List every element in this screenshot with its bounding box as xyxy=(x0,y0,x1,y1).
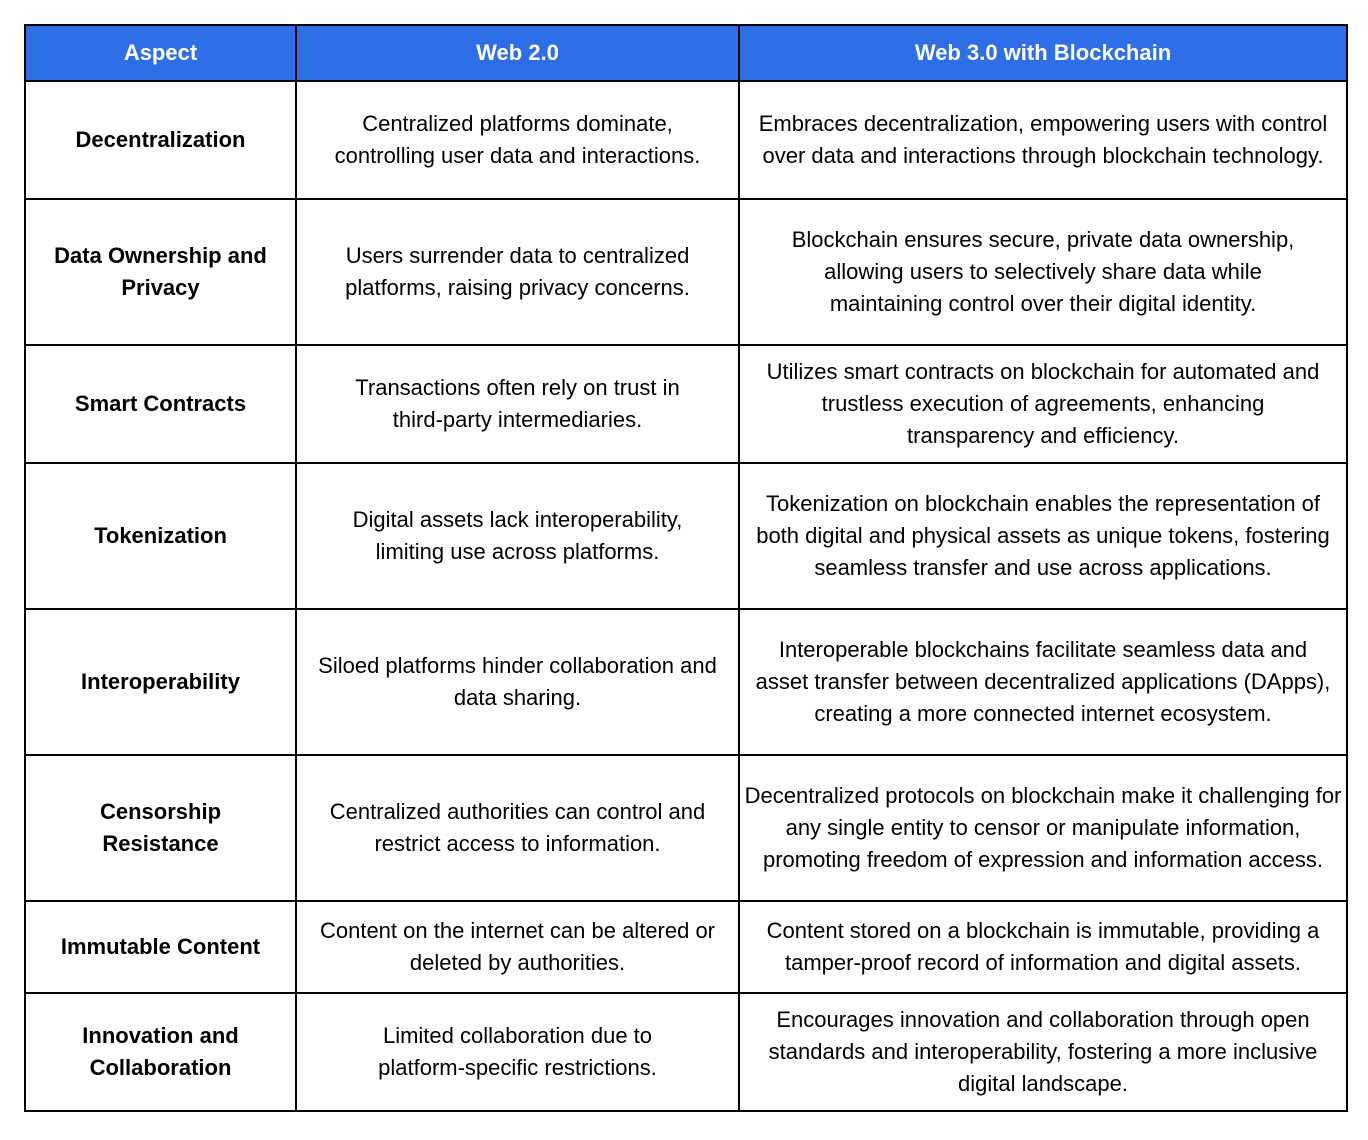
web2-cell: Content on the internet can be altered or deleted by authorities. xyxy=(296,901,739,993)
web3-cell: Decentralized protocols on blockchain make it challenging for any single entity to censor or manipulate information, promoting freedom of expression and information access. xyxy=(739,755,1347,901)
web3-cell: Interoperable blockchains facilitate seamless data and asset transfer between decentralized applications (DApps), creating a more connected internet ecosystem. xyxy=(739,609,1347,755)
web2-cell: Transactions often rely on trust in third-party intermediaries. xyxy=(296,345,739,463)
web3-cell: Utilizes smart contracts on blockchain for automated and trustless execution of agreements, enhancing transparency and efficiency. xyxy=(739,345,1347,463)
web3-cell: Embraces decentralization, empowering users with control over data and interactions through blockchain technology. xyxy=(739,81,1347,199)
web2-cell: Centralized authorities can control and restrict access to information. xyxy=(296,755,739,901)
aspect-cell: Immutable Content xyxy=(25,901,296,993)
web2-cell: Digital assets lack interoperability, limiting use across platforms. xyxy=(296,463,739,609)
header-web2: Web 2.0 xyxy=(296,25,739,81)
aspect-cell: Interoperability xyxy=(25,609,296,755)
table-row xyxy=(25,463,1347,609)
web2-cell: Centralized platforms dominate, controlling user data and interactions. xyxy=(296,81,739,199)
aspect-cell: Innovation and Collaboration xyxy=(25,993,296,1111)
comparison-table-container xyxy=(24,24,1346,1112)
aspect-cell: Data Ownership and Privacy xyxy=(25,199,296,345)
web2-cell: Users surrender data to centralized platforms, raising privacy concerns. xyxy=(296,199,739,345)
table-row xyxy=(25,609,1347,755)
aspect-cell: Smart Contracts xyxy=(25,345,296,463)
web3-cell: Content stored on a blockchain is immutable, providing a tamper-proof record of information and digital assets. xyxy=(739,901,1347,993)
web3-cell: Encourages innovation and collaboration through open standards and interoperability, fostering a more inclusive digital landscape. xyxy=(739,993,1347,1111)
table-row xyxy=(25,345,1347,463)
aspect-cell: Tokenization xyxy=(25,463,296,609)
table-row xyxy=(25,993,1347,1111)
comparison-table xyxy=(24,24,1348,1112)
table-row xyxy=(25,755,1347,901)
aspect-cell: Censorship Resistance xyxy=(25,755,296,901)
table-row xyxy=(25,901,1347,993)
table-header-row xyxy=(25,25,1347,81)
aspect-cell: Decentralization xyxy=(25,81,296,199)
web2-cell: Limited collaboration due to platform-specific restrictions. xyxy=(296,993,739,1111)
table-row xyxy=(25,81,1347,199)
web2-cell: Siloed platforms hinder collaboration and data sharing. xyxy=(296,609,739,755)
header-aspect: Aspect xyxy=(25,25,296,81)
header-web3: Web 3.0 with Blockchain xyxy=(739,25,1347,81)
table-row xyxy=(25,199,1347,345)
web3-cell: Tokenization on blockchain enables the representation of both digital and physical assets as unique tokens, fostering seamless transfer and use across applications. xyxy=(739,463,1347,609)
web3-cell: Blockchain ensures secure, private data ownership, allowing users to selectively share data while maintaining control over their digital identity. xyxy=(739,199,1347,345)
